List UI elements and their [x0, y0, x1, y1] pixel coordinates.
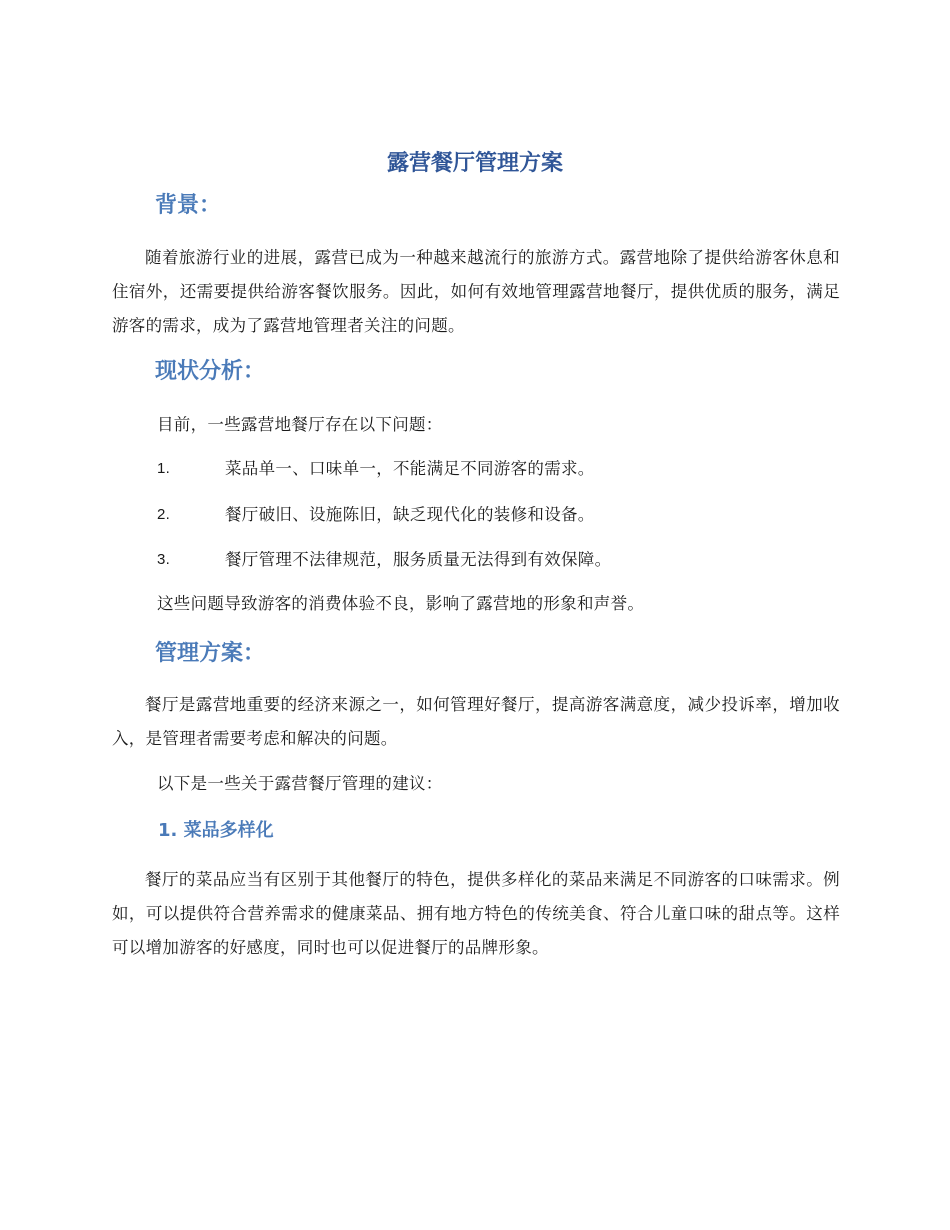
document-title: 露营餐厅管理方案 — [386, 151, 563, 176]
list-item — [157, 501, 595, 529]
section-heading-analysis: 现状分析： — [155, 359, 266, 384]
plan-paragraph: 餐厅是露营地重要的经济来源之一，如何管理好餐厅，提高游客满意度，减少投诉率，增加收入，是管理者需要考虑和解决的问题。 — [112, 695, 840, 748]
plan-intro: 以下是一些关于露营餐厅管理的建议： — [157, 774, 443, 793]
list-item-number: 1. — [157, 460, 171, 477]
list-item-number: 3. — [157, 551, 171, 568]
list-item-number: 2. — [157, 506, 171, 523]
list-item-text: 餐厅破旧、设施陈旧，缺乏现代化的装修和设备。 — [225, 505, 595, 524]
section-heading-background: 背景： — [155, 193, 222, 218]
analysis-intro: 目前，一些露营地餐厅存在以下问题： — [157, 415, 443, 434]
list-item — [157, 455, 595, 483]
section-heading-plan: 管理方案： — [155, 641, 266, 666]
subsection-heading-menu-variety: 1. 菜品多样化 — [158, 820, 274, 841]
list-item-text: 菜品单一、口味单一，不能满足不同游客的需求。 — [225, 459, 595, 478]
analysis-conclusion: 这些问题导致游客的消费体验不良，影响了露营地的形象和声誉。 — [157, 594, 645, 613]
list-item-text: 餐厅管理不法律规范，服务质量无法得到有效保障。 — [225, 550, 612, 569]
menu-variety-paragraph: 餐厅的菜品应当有区别于其他餐厅的特色，提供多样化的菜品来满足不同游客的口味需求。例如，可以提供符合营养需求的健康菜品、拥有地方特色的传统美食、符合儿童口味的甜点等。这样可以增加游客的好感度，同时也可以促进餐厅的品牌形象。 — [112, 870, 840, 957]
list-item — [157, 546, 611, 574]
background-paragraph: 随着旅游行业的进展，露营已成为一种越来越流行的旅游方式。露营地除了提供给游客休息和住宿外，还需要提供给游客餐饮服务。因此，如何有效地管理露营地餐厅，提供优质的服务，满足游客的需求，成为了露营地管理者关注的问题。 — [112, 248, 840, 335]
